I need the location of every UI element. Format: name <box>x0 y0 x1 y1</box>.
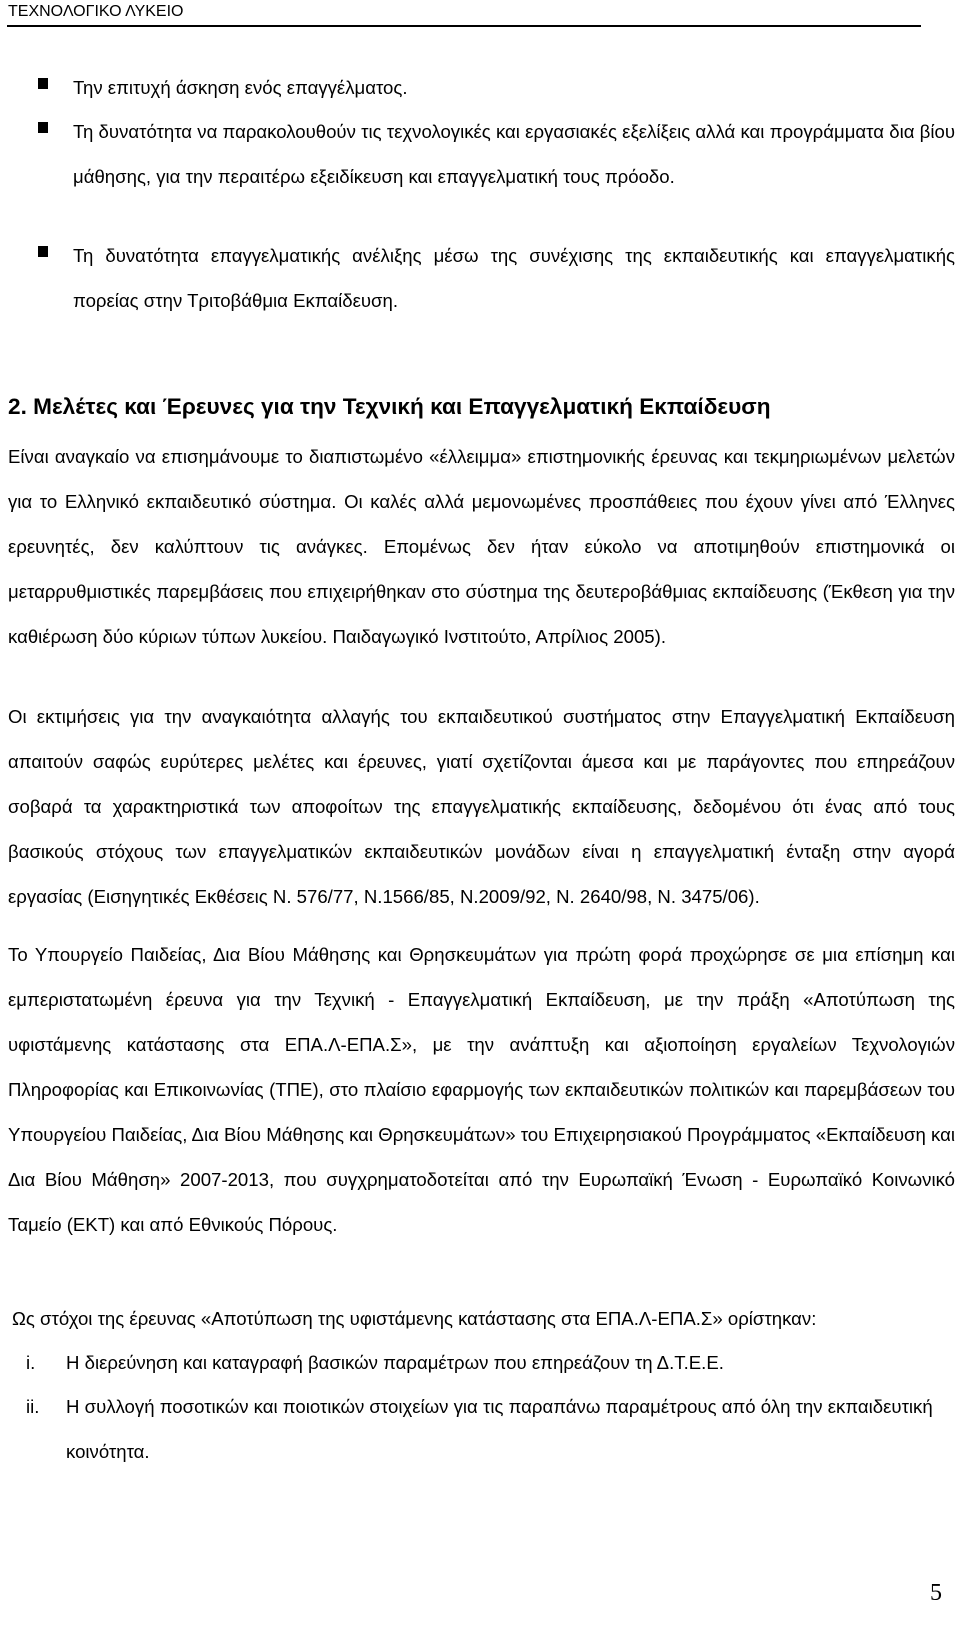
list-number: i. <box>26 1352 36 1373</box>
paragraph: Ως στόχοι της έρευνας «Αποτύπωση της υφιστάμενης κατάστασης στα ΕΠΑ.Λ-ΕΠΑ.Σ» ορίστηκαν: <box>12 1308 817 1329</box>
paragraph: Είναι αναγκαίο να επισημάνουμε το διαπιστωμένο «έλλειμμα» επιστημονικής έρευνας και τεκμηριωμένων μελετών για το Ελληνικό εκπαιδευτικό σύστημα. Οι καλές αλλά μεμονωμένες προσπάθειες που έχουν γίνει από Έλληνες ερευνητές, δεν καλύπτουν τις ανάγκες. Επομένως δεν ήταν εύκολο να αποτιμηθούν επιστημονικά οι μεταρρυθμιστικές παρεμβάσεις που επιχειρήθηκαν στο σύστημα της δευτεροβάθμιας εκπαίδευσης (Έκθεση για την καθιέρωση δύο κύριων τύπων λυκείου. Παιδαγωγικό Ινστιτούτο, Απρίλιος 2005). <box>8 446 955 647</box>
paragraph: Το Υπουργείο Παιδείας, Δια Βίου Μάθησης και Θρησκευμάτων για πρώτη φορά προχώρησε σε μια επίσημη και εμπεριστατωμένη έρευνα για την Τεχνική - Επαγγελματική Εκπαίδευση, με την πράξη «Αποτύπωση της υφιστάμενης κατάστασης στα ΕΠΑ.Λ-ΕΠΑ.Σ», με την ανάπτυξη και αξιοποίηση εργαλείων Τεχνολογιών Πληροφορίας και Επικοινωνίας (ΤΠΕ), στο πλαίσιο εφαρμογής των εκπαιδευτικών πολιτικών και παρεμβάσεων του Υπουργείου Παιδείας, Δια Βίου Μάθησης και Θρησκευμάτων» του Επιχειρησιακού Προγράμματος «Εκπαίδευση και Δια Βίου Μάθηση» 2007-2013, που συγχρηματοδοτείται από την Ευρωπαϊκή Ένωση - Ευρωπαϊκό Κοινωνικό Ταμείο (ΕΚΤ) και από Εθνικούς Πόρους. <box>8 944 955 1235</box>
list-text: Η διερεύνηση και καταγραφή βασικών παραμέτρων που επηρεάζουν τη Δ.Τ.Ε.Ε. <box>66 1352 724 1373</box>
bullet-text: Τη δυνατότητα επαγγελματικής ανέλιξης μέσω της συνέχισης της εκπαιδευτικής και επαγγελματικής πορείας στην Τριτοβάθμια Εκπαίδευση. <box>73 245 955 311</box>
bullet-text: Τη δυνατότητα να παρακολουθούν τις τεχνολογικές και εργασιακές εξελίξεις αλλά και προγράμματα δια βίου μάθησης, για την περαιτέρω εξειδίκευση και επαγγελματική τους πρόοδο. <box>73 121 955 187</box>
header-divider <box>7 25 921 27</box>
running-header: ΤΕΧΝΟΛΟΓΙΚΟ ΛΥΚΕΙΟ <box>8 3 184 20</box>
list-number: ii. <box>26 1396 40 1417</box>
paragraph: Οι εκτιμήσεις για την αναγκαιότητα αλλαγής του εκπαιδευτικού συστήματος στην Επαγγελματική Εκπαίδευση απαιτούν σαφώς ευρύτερες μελέτες και έρευνες, γιατί σχετίζονται άμεσα και με παράγοντες που επηρεάζουν σοβαρά τα χαρακτηριστικά των αποφοίτων της επαγγελματικής εκπαίδευσης, δεδομένου ότι ένας από τους βασικούς στόχους των επαγγελματικών εκπαιδευτικών μονάδων είναι η επαγγελματική ένταξη στην αγορά εργασίας (Εισηγητικές Εκθέσεις Ν. 576/77, Ν.1566/85, Ν.2009/92, Ν. 2640/98, Ν. 3475/06). <box>8 706 955 907</box>
section-heading: 2. Μελέτες και Έρευνες για την Τεχνική και Επαγγελματική Εκπαίδευση <box>8 394 771 419</box>
square-bullet-icon <box>38 246 48 257</box>
list-text: Η συλλογή ποσοτικών και ποιοτικών στοιχείων για τις παραπάνω παραμέτρους από όλη την εκπαιδευτική κοινότητα. <box>66 1396 933 1462</box>
square-bullet-icon <box>38 122 48 133</box>
bullet-text: Την επιτυχή άσκηση ενός επαγγέλματος. <box>73 77 408 98</box>
page-number: 5 <box>930 1580 942 1606</box>
square-bullet-icon <box>38 78 48 89</box>
